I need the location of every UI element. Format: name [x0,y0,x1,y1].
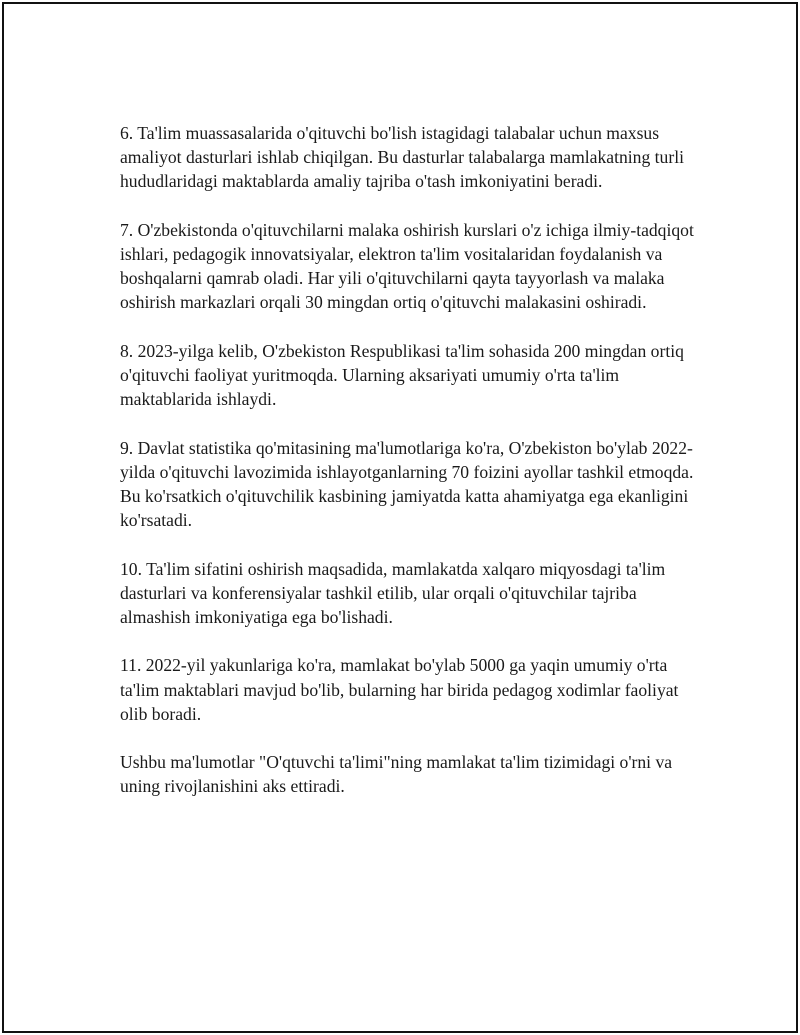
paragraph-8: 8. 2023-yilga kelib, O'zbekiston Respublikasi ta'lim sohasida 200 mingdan ortiq o'qituvchi faoliyat yuritmoqda. Ularning aksariyati umumiy o'rta ta'lim maktablarida ishlaydi. [120,340,684,410]
closing-paragraph: Ushbu ma'lumotlar "O'qtuvchi ta'limi"ning mamlakat ta'lim tizimidagi o'rni va uning rivojlanishini aks ettiradi. [120,752,673,797]
paragraph-9: 9. Davlat statistika qo'mitasining ma'lumotlariga ko'ra, O'zbekiston bo'ylab 2022-yilda o'qituvchi lavozimida ishlayotganlarning 70 foizini ayollar tashkil etmoqda. Bu ko'rsatkich o'qituvchilik kasbining jamiyatda katta ahamiyatga ega ekanligini ko'rsatadi. [120,437,694,531]
paragraph-10: 10. Ta'lim sifatini oshirish maqsadida, mamlakatda xalqaro miqyosdagi ta'lim dasturlari va konferensiyalar tashkil etilib, ular orqali o'qituvchilar tajriba almashish imkoniyatiga ega bo'lishadi. [120,558,666,627]
paragraph-11: 11. 2022-yil yakunlariga ko'ra, mamlakat bo'ylab 5000 ga yaqin umumiy o'rta ta'lim maktablari mavjud bo'lib, bularning har birida pedagog xodimlar faoliyat olib boradi. [120,655,679,724]
paragraph-7: 7. O'zbekistonda o'qituvchilarni malaka oshirish kurslari o'z ichiga ilmiy-tadqiqot ishlari, pedagogik innovatsiyalar, elektron ta'lim vositalaridan foydalanish va boshqalarni qamrab oladi. Har yili o'qituvchilarni qayta tayyorlash va malaka oshirish markazlari orqali 30 mingdan ortiq o'qituvchi malakasini oshiradi. [120,219,694,313]
paragraph-6: 6. Ta'lim muassasalarida o'qituvchi bo'lish istagidagi talabalar uchun maxsus amaliyot dasturlari ishlab chiqilgan. Bu dasturlar talabalarga mamlakatning turli hududlaridagi maktablarda amaliy tajriba o'tash imkoniyatini beradi. [120,123,684,192]
document-page [2,2,798,1033]
document-body [120,121,700,823]
